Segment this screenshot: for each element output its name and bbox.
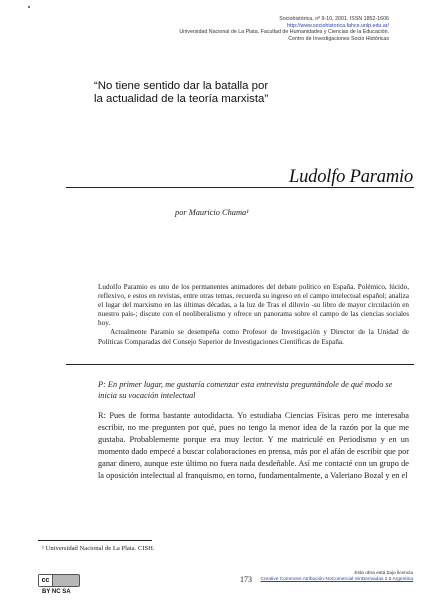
research-center-name: Centro de Investigaciones Socio Históricas bbox=[288, 35, 389, 42]
creative-commons-badge[interactable] bbox=[38, 574, 80, 595]
intro-paragraph-1: Ludolfo Paramio es uno de los permanentes animadores del debate político en España. Polémico, lúcido, reflexivo, e estos en revistas, entre otras temas, recuerda su ingreso en el campo intelectual español; analiza el lugar del marxismo en las últimas décadas, a la luz de Tras el diluvio -su libro de mayor circulación en nuestro país-; discute con el neoliberalismo y ofrece un panorama sobre el campo de las ciencias sociales hoy. bbox=[98, 283, 409, 328]
journal-url-link[interactable]: http://www.sociohistorica.fahce.unlp.edu.ar/ bbox=[287, 22, 389, 29]
license-link[interactable]: Creative Commons Atribución-NoComercial-SinDerivadas 2.5 Argentina bbox=[260, 577, 413, 582]
intro-text bbox=[98, 283, 409, 347]
footnote-rule bbox=[38, 540, 152, 541]
interview-answer: R: Pues de forma bastante autodidacta. Yo estudiaba Ciencias Físicas pero me interesaba escribir, no me pregunten por qué, pues no tengo la menor idea de la razón por la que me gustaba. Probablemente porque era muy lector. Y me matriculé en Periodismo y en un momento dado empecé a buscar colaboraciones en prensa, más por el afán de escribir que por ganar dinero, aunque este último no fuera nada desdeñable. Así me contacté con un grupo de la oposición intelectual al franquismo, en torno, fundamentalmente, a Valeriano Bozal y en el bbox=[98, 411, 410, 480]
article-title bbox=[94, 80, 404, 106]
footnote: ¹ Universidad Nacional de La Plata. CISH. bbox=[42, 545, 155, 552]
cc-logo-icon: cc bbox=[39, 575, 53, 586]
author-name: Ludolfo Paramio bbox=[289, 167, 413, 187]
institution-name: Universidad Nacional de La Plata. Facultad de Humanidades y Ciencias de la Educación. bbox=[179, 29, 389, 35]
intro-paragraph-2: Actualmente Paramio se desempeña como Profesor de Investigación y Director de la Unidad de Políticas Comparadas del Consejo Superior de Investigaciones Científicas de España. bbox=[98, 328, 409, 346]
license-notice bbox=[193, 571, 413, 583]
license-label: Esta obra está bajo licencia bbox=[354, 571, 413, 576]
section-rule bbox=[66, 364, 414, 365]
title-line-1: “No tiene sentido dar la batalla por bbox=[94, 80, 269, 92]
page-number: 173 bbox=[240, 575, 252, 584]
interview-question: P: En primer lugar, me gustaría comenzar esta entrevista preguntándole de qué modo se inicia su vocación intelectual bbox=[98, 380, 393, 400]
scan-dot bbox=[28, 6, 30, 8]
journal-header bbox=[109, 16, 389, 42]
author-rule bbox=[66, 187, 414, 188]
journal-citation: Sociohistórica, nº 9-10, 2001. ISSN 1852-1606 bbox=[279, 16, 389, 22]
title-line-2: la actualidad de la teoría marxista” bbox=[94, 93, 269, 105]
cc-license-terms: BY NC SA bbox=[42, 589, 71, 595]
interviewer-byline: por Mauricio Chama¹ bbox=[175, 208, 249, 217]
